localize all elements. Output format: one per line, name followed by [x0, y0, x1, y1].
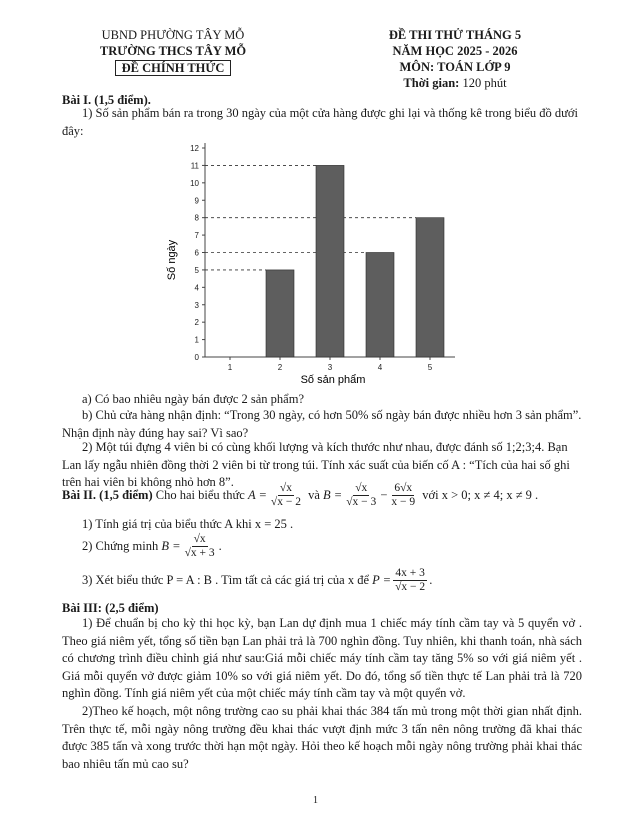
header-right [360, 27, 550, 91]
bar-2 [266, 270, 294, 357]
y-tick-label: 11 [190, 161, 199, 171]
bai1-title: Bài I. (1,5 điểm). [62, 93, 151, 107]
x-tick-label: 5 [427, 363, 433, 372]
school-year: NĂM HỌC 2025 - 2026 [392, 44, 518, 58]
y-tick-label: 9 [194, 196, 199, 206]
bai1-question-2: 2) Một túi đựng 4 viên bi có cùng khối lượng và kích thước như nhau, được đánh số 1;2;3;4. Bạn Lan lấy ngẫu nhiên đồng thời 2 viên bi từ trong túi. Tính xác suất của biến cố A : “Tích của hai số ghi trên hai viên bi không nhỏ hơn 8”. [62, 440, 570, 489]
district-name: UBND PHƯỜNG TÂY MỖ [101, 28, 245, 42]
fraction-q2: $\frac{√x}{√x + 3}$ [184, 533, 215, 559]
header-left [98, 27, 248, 76]
bai3-paragraph-1: 1) Để chuẩn bị cho kỳ thi học kỳ, bạn Lan dự định mua 1 chiếc máy tính cầm tay và 5 quyển vở . Theo giá niêm yết, tổng số tiền bạn Lan phải trả là 700 nghìn đồng. Tuy nhiên, khi thanh toán, nhà sách có chương trình điều chỉnh giá như sau:Giá mỗi chiếc máy tính cầm tay tăng 5% so với giá niêm yết . Giá mỗi quyển vở được giảm 10% so với giá niêm yết. Do đó, tổng số tiền thực tế Lan phải trả là 720 nghìn đồng. Tính giá niêm yết của một chiếc máy tính cầm tay và một quyển vở. [62, 616, 582, 700]
exam-time: Thời gian: 120 phút [403, 76, 507, 90]
bar-3 [316, 165, 344, 357]
fraction-B1: $\frac{√x}{√x - 3}$ [346, 482, 377, 508]
fraction-B2: $\frac{6√x}{x - 9}$ [391, 482, 416, 508]
fraction-q3: $\frac{4x + 3}{√x - 2}$ [395, 567, 426, 593]
y-tick-label: 10 [190, 178, 199, 188]
subject: MÔN: TOÁN LỚP 9 [399, 60, 511, 74]
y-tick-label: 0 [194, 353, 199, 362]
bai3-title: Bài III: (2,5 điểm) [62, 601, 159, 615]
x-axis-label: Số sản phẩm [300, 374, 366, 386]
fraction-A: $\frac{√x}{√x - 2}$ [270, 482, 301, 508]
bai2-statement: Bài II. (1,5 điểm) Cho hai biểu thức A = $\frac{√x}{√x - 2}$ và B = $\frac{√x}{√x - 3}$ − $\frac{6√x}{x - 9}$ với x > 0; x ≠ 4; x ≠ 9 . [62, 482, 539, 508]
x-tick-label: 3 [327, 363, 333, 372]
y-tick-label: 4 [194, 283, 199, 293]
bai3-paragraph-2: 2)Theo kế hoạch, một nông trường cao su phải khai thác 384 tấn mủ trong một thời gian nhất định. Trên thực tế, mỗi ngày nông trường đều khai thác vượt định mức 3 tấn nên nông trường đã khai thác được 385 tấn và xong trước thời hạn một ngày. Hỏi theo kế hoạch mỗi ngày nông trường phải khai thác bao nhiêu tấn mủ cao su? [62, 704, 582, 771]
y-tick-label: 7 [194, 231, 199, 241]
y-tick-label: 6 [194, 248, 199, 258]
y-tick-label: 5 [194, 265, 199, 275]
official-exam-label: ĐỀ CHÍNH THỨC [115, 60, 232, 76]
x-tick-label: 4 [377, 363, 383, 372]
bar-chart [155, 138, 465, 393]
page-number: 1 [313, 795, 318, 806]
y-tick-label: 12 [190, 144, 199, 153]
bai1-question-b: b) Chủ cửa hàng nhận định: “Trong 30 ngày, có hơn 50% số ngày bán được nhiều hơn 3 sản phẩm”. Nhận định này đúng hay sai? Vì sao? [62, 408, 582, 440]
bai2-question-2: 2) Chứng minh B = $\frac{√x}{√x + 3}$ . [82, 533, 222, 559]
bai2-question-1: 1) Tính giá trị của biểu thức A khi x = 25 . [82, 517, 294, 531]
y-tick-label: 1 [194, 335, 199, 345]
bai2-question-3: 3) Xét biểu thức P = A : B . Tìm tất cả các giá trị của x để P = $\frac{4x + 3}{√x - 2}$ . [82, 567, 433, 593]
y-tick-label: 8 [194, 213, 199, 223]
exam-title: ĐỀ THI THỬ THÁNG 5 [388, 28, 522, 42]
school-name: TRƯỜNG THCS TÂY MỖ [99, 44, 247, 58]
bai2-title: Bài II. (1,5 điểm) [62, 487, 153, 502]
x-tick-label: 1 [227, 363, 233, 372]
bai1-intro: 1) Số sản phẩm bán ra trong 30 ngày của một cửa hàng được ghi lại và thống kê trong biểu đồ dưới đây: [62, 106, 578, 138]
x-tick-label: 2 [277, 363, 283, 372]
bar-5 [416, 218, 444, 357]
y-axis-label: Số ngày [166, 239, 178, 281]
bar-4 [366, 253, 394, 358]
y-tick-label: 2 [194, 318, 199, 328]
bai1-question-a: a) Có bao nhiêu ngày bán được 2 sản phẩm? [82, 392, 305, 406]
y-tick-label: 3 [194, 300, 199, 310]
